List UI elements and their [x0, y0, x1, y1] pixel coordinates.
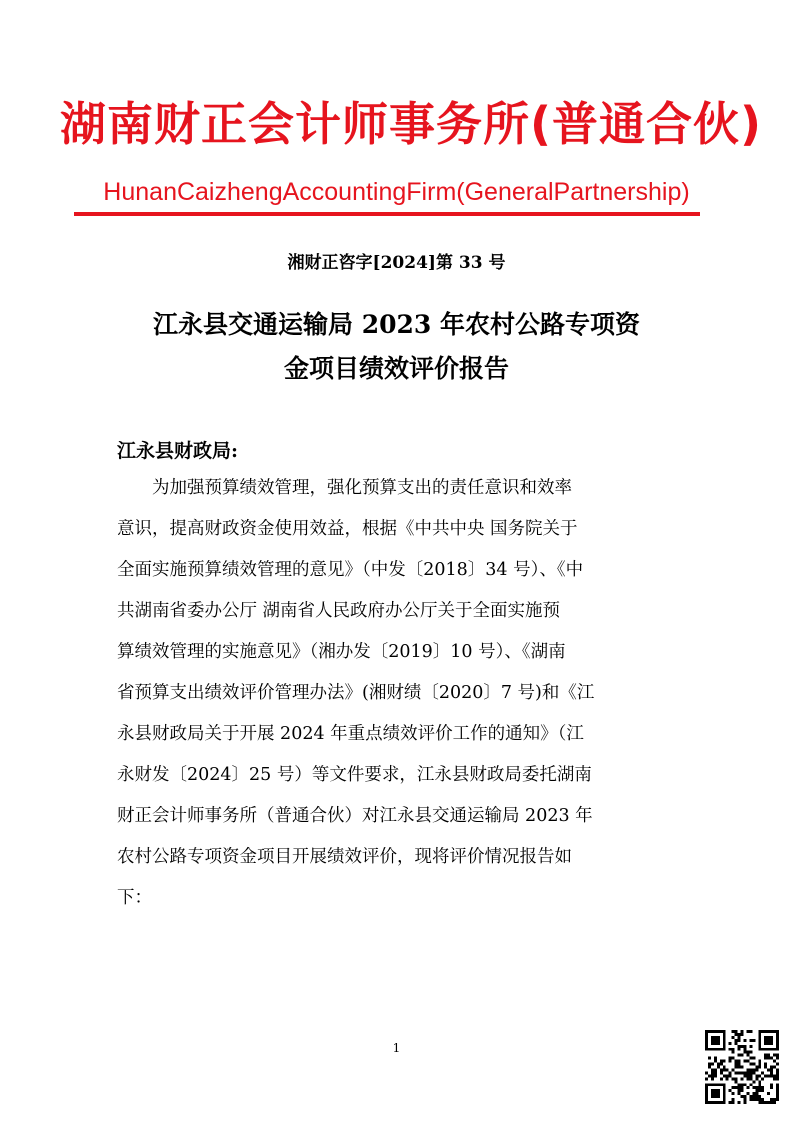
body-paragraph	[117, 468, 677, 919]
document-title	[90, 303, 703, 391]
body-line: 永财发〔2024〕25 号）等文件要求，江永县财政局委托湖南	[117, 765, 592, 785]
body-line: 省预算支出绩效评价管理办法》(湘财绩〔2020〕7 号)和《江	[117, 683, 595, 703]
body-line: 财正会计师事务所（普通合伙）对江永县交通运输局 2023 年	[117, 806, 593, 826]
body-line: 永县财政局关于开展 2024 年重点绩效评价工作的通知》（江	[117, 724, 584, 744]
page-number: 1	[392, 1041, 401, 1055]
document-title-line: 金项目绩效评价报告	[283, 354, 509, 383]
firm-name-chinese: 湖南财正会计师事务所(普通合伙)	[60, 97, 763, 151]
body-line: 意识，提高财政资金使用效益，根据《中共中央 国务院关于	[117, 519, 578, 539]
body-line: 全面实施预算绩效管理的意见》（中发〔2018〕34 号）、《中	[117, 560, 584, 580]
firm-name-english: HunanCaizhengAccountingFirm(GeneralPartnership)	[103, 178, 690, 206]
document-number: 湘财正咨字[2024]第 33 号	[287, 253, 506, 273]
body-line: 共湖南省委办公厅 湖南省人民政府办公厅关于全面实施预	[117, 601, 561, 621]
body-line: 农村公路专项资金项目开展绩效评价，现将评价情况报告如	[117, 847, 572, 867]
qr-code-icon	[705, 1030, 779, 1104]
body-line: 为加强预算绩效管理，强化预算支出的责任意识和效率	[117, 478, 572, 498]
addressee: 江永县财政局:	[117, 440, 239, 462]
body-line: 算绩效管理的实施意见》（湘办发〔2019〕10 号）、《湖南	[117, 642, 566, 662]
document-title-line: 江永县交通运输局 2023 年农村公路专项资	[153, 310, 640, 339]
body-line: 下：	[117, 888, 152, 908]
letterhead-divider	[74, 212, 700, 216]
